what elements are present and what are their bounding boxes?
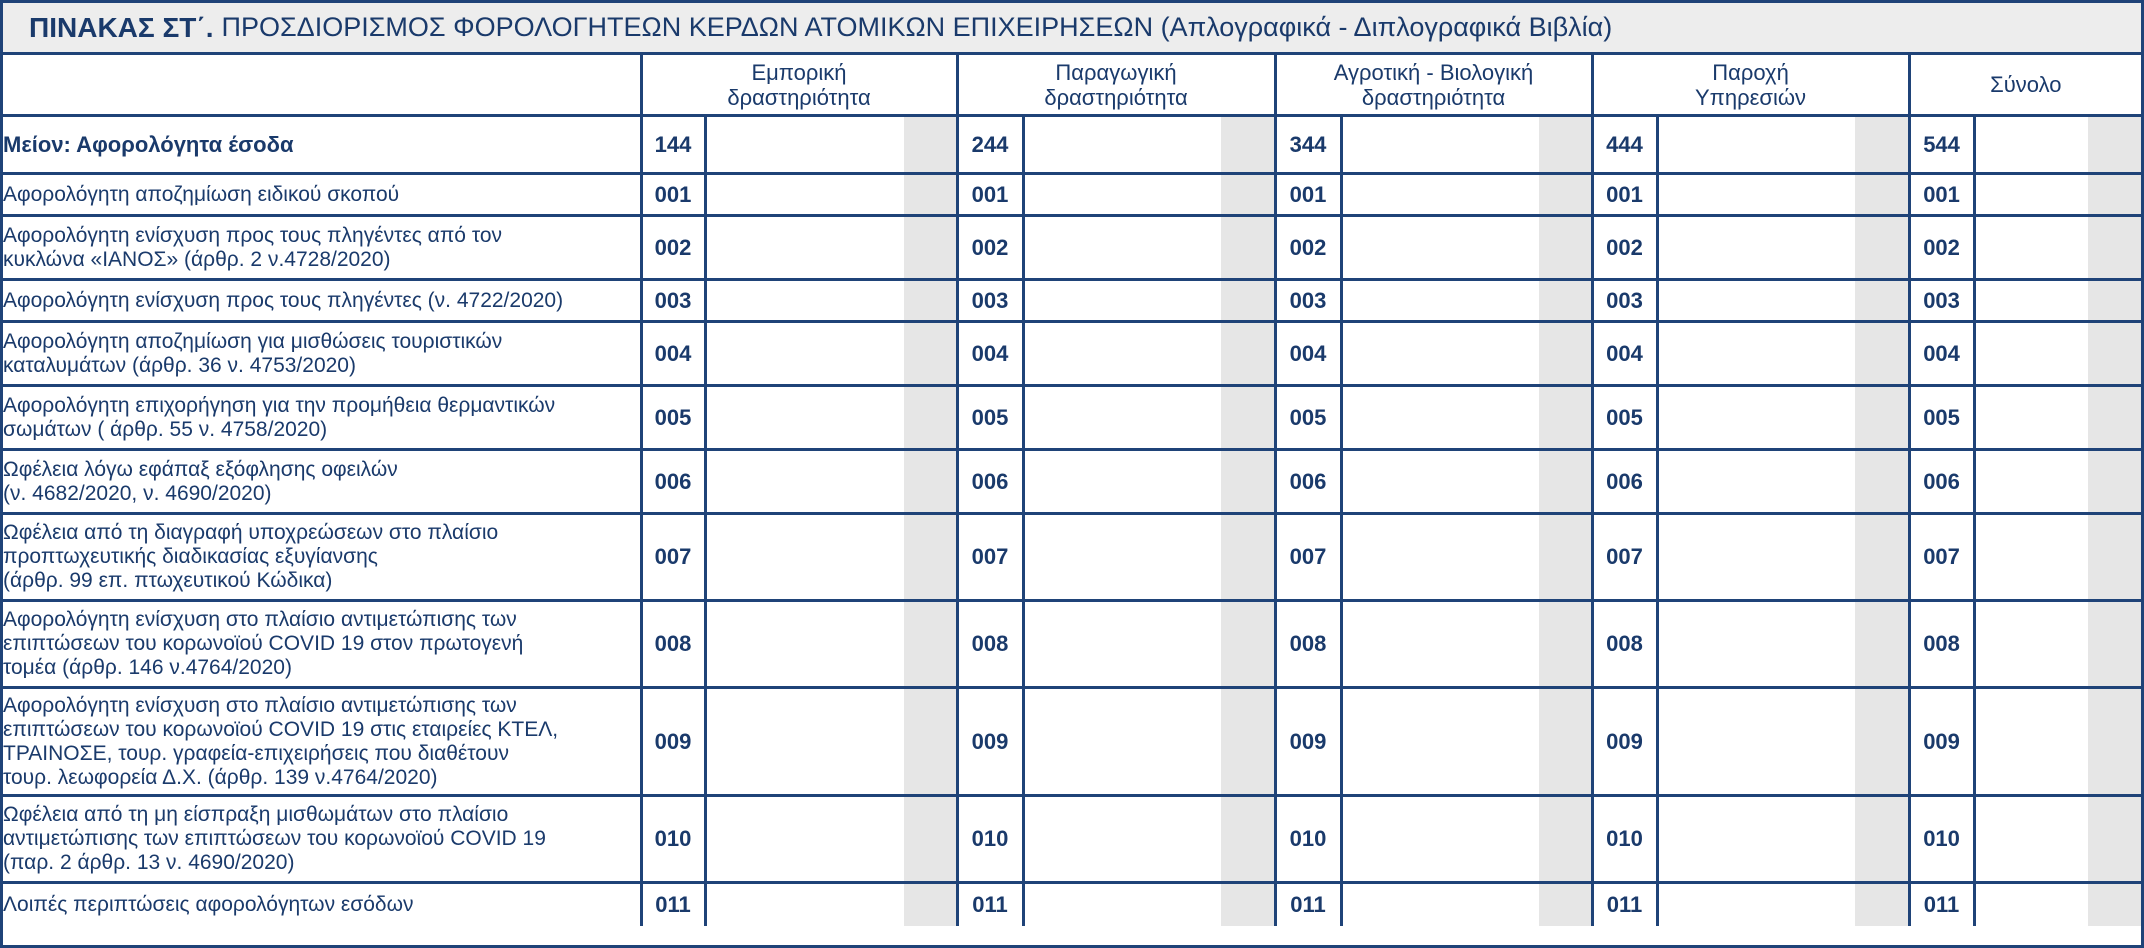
- row-description-line: ΤΡΑΙΝΟΣΕ, τουρ. γραφεία-επιχειρήσεις που διαθέτουν: [3, 741, 509, 765]
- amount-input[interactable]: [1341, 280, 1539, 322]
- amount-input[interactable]: [1341, 796, 1539, 883]
- row-description: [3, 322, 641, 386]
- field-code: 003: [957, 280, 1023, 322]
- amount-input[interactable]: [1023, 386, 1221, 450]
- amount-input[interactable]: [705, 116, 904, 174]
- field-code: 005: [957, 386, 1023, 450]
- amount-input[interactable]: [1023, 322, 1221, 386]
- table-row: [3, 450, 2141, 514]
- column-header-line2: δραστηριότητα: [1044, 84, 1188, 110]
- amount-input[interactable]: [705, 322, 904, 386]
- description-column-header: [3, 55, 641, 116]
- form-title-code: ΠΙΝΑΚΑΣ ΣΤ΄.: [29, 11, 214, 43]
- decimal-cell[interactable]: [2088, 601, 2141, 688]
- amount-input[interactable]: [1023, 601, 1221, 688]
- row-description-line: σωμάτων ( άρθρ. 55 ν. 4758/2020): [3, 417, 328, 441]
- decimal-cell[interactable]: [1855, 174, 1909, 216]
- row-description-line: Αφορολόγητη ενίσχυση στο πλαίσιο αντιμετώπισης των: [3, 693, 517, 717]
- row-description-line: Ωφέλεια λόγω εφάπαξ εξόφλησης οφειλών: [3, 457, 398, 481]
- decimal-cell[interactable]: [2088, 280, 2141, 322]
- column-header-agricultural-activity: [1275, 55, 1592, 116]
- field-code: 009: [1592, 688, 1657, 796]
- amount-input[interactable]: [1974, 514, 2088, 601]
- row-description-line: Μείον: Αφορολόγητα έσοδα: [3, 131, 294, 157]
- decimal-cell[interactable]: [2088, 322, 2141, 386]
- field-code: 002: [1909, 216, 1974, 280]
- row-description: [3, 116, 641, 174]
- amount-input[interactable]: [1341, 601, 1539, 688]
- decimal-cell[interactable]: [1855, 116, 1909, 174]
- field-code: 011: [641, 883, 705, 926]
- field-code: 344: [1275, 116, 1341, 174]
- form-title-text: ΠΡΟΣΔΙΟΡΙΣΜΟΣ ΦΟΡΟΛΟΓΗΤΕΩΝ ΚΕΡΔΩΝ ΑΤΟΜΙΚΩΝ ΕΠΙΧΕΙΡΗΣΕΩΝ (Απλογραφικά - Διπλογραφικά Βιβλία): [221, 12, 1613, 42]
- field-code: 002: [1275, 216, 1341, 280]
- amount-input[interactable]: [1341, 322, 1539, 386]
- decimal-cell[interactable]: [1539, 688, 1592, 796]
- field-code: 003: [1909, 280, 1974, 322]
- amount-input[interactable]: [1657, 322, 1855, 386]
- decimal-cell[interactable]: [904, 883, 957, 926]
- column-header-line1: Παραγωγική: [1055, 59, 1177, 85]
- amount-input[interactable]: [705, 174, 904, 216]
- amount-input[interactable]: [1974, 174, 2088, 216]
- field-code: 003: [641, 280, 705, 322]
- decimal-cell[interactable]: [1221, 386, 1275, 450]
- row-description: [3, 386, 641, 450]
- table-row: [3, 796, 2141, 883]
- field-code: 011: [1909, 883, 1974, 926]
- field-code: 444: [1592, 116, 1657, 174]
- decimal-cell[interactable]: [1221, 450, 1275, 514]
- row-description: [3, 883, 641, 926]
- field-code: 010: [1909, 796, 1974, 883]
- row-description-line: Αφορολόγητη αποζημίωση για μισθώσεις τουριστικών: [3, 329, 503, 353]
- amount-input[interactable]: [1023, 883, 1221, 926]
- amount-input[interactable]: [1341, 450, 1539, 514]
- decimal-cell[interactable]: [2088, 688, 2141, 796]
- amount-input[interactable]: [1974, 796, 2088, 883]
- decimal-cell[interactable]: [2088, 514, 2141, 601]
- table-row: [3, 386, 2141, 450]
- field-code: 011: [957, 883, 1023, 926]
- row-description-line: τομέα (άρθρ. 146 ν.4764/2020): [3, 656, 292, 679]
- decimal-cell[interactable]: [904, 216, 957, 280]
- field-code: 009: [641, 688, 705, 796]
- row-description-line: καταλυμάτων (άρθρ. 36 ν. 4753/2020): [3, 353, 356, 377]
- row-description: [3, 514, 641, 601]
- field-code: 008: [957, 601, 1023, 688]
- decimal-cell[interactable]: [1539, 601, 1592, 688]
- field-code: 004: [1592, 322, 1657, 386]
- field-code: 011: [1275, 883, 1341, 926]
- decimal-cell[interactable]: [1855, 280, 1909, 322]
- table-row: [3, 601, 2141, 688]
- amount-input[interactable]: [705, 514, 904, 601]
- row-description-line: Ωφέλεια από τη διαγραφή υποχρεώσεων στο πλαίσιο: [3, 521, 499, 544]
- decimal-cell[interactable]: [904, 796, 957, 883]
- row-description: [3, 174, 641, 216]
- field-code: 009: [957, 688, 1023, 796]
- field-code: 006: [641, 450, 705, 514]
- decimal-cell[interactable]: [1855, 216, 1909, 280]
- amount-input[interactable]: [1657, 601, 1855, 688]
- amount-input[interactable]: [1341, 688, 1539, 796]
- field-code: 544: [1909, 116, 1974, 174]
- column-header-line1: Εμπορική: [751, 59, 847, 85]
- column-header-line2: Υπηρεσιών: [1695, 84, 1807, 110]
- field-code: 011: [1592, 883, 1657, 926]
- field-code: 005: [1275, 386, 1341, 450]
- table-row: [3, 688, 2141, 796]
- amount-input[interactable]: [705, 688, 904, 796]
- decimal-cell[interactable]: [1855, 322, 1909, 386]
- decimal-cell[interactable]: [1221, 796, 1275, 883]
- decimal-cell[interactable]: [1855, 386, 1909, 450]
- field-code: 008: [1275, 601, 1341, 688]
- decimal-cell[interactable]: [904, 116, 957, 174]
- amount-input[interactable]: [705, 796, 904, 883]
- amount-input[interactable]: [705, 216, 904, 280]
- field-code: 004: [1909, 322, 1974, 386]
- amount-input[interactable]: [1974, 883, 2088, 926]
- field-code: 010: [1592, 796, 1657, 883]
- row-description-line: προπτωχευτικής διαδικασίας εξυγίανσης: [3, 545, 378, 568]
- row-description-line: (άρθρ. 99 επ. πτωχευτικού Κώδικα): [3, 569, 333, 592]
- field-code: 002: [1592, 216, 1657, 280]
- field-code: 004: [1275, 322, 1341, 386]
- amount-input[interactable]: [1974, 322, 2088, 386]
- field-code: 003: [1592, 280, 1657, 322]
- decimal-cell[interactable]: [904, 514, 957, 601]
- row-description: [3, 601, 641, 688]
- decimal-cell[interactable]: [1221, 322, 1275, 386]
- amount-input[interactable]: [1974, 601, 2088, 688]
- amount-input[interactable]: [1341, 174, 1539, 216]
- row-description-line: Ωφέλεια από τη μη είσπραξη μισθωμάτων στο πλαίσιο: [3, 803, 509, 826]
- column-header-line2: δραστηριότητα: [1361, 84, 1506, 110]
- field-code: 001: [641, 174, 705, 216]
- amount-input[interactable]: [705, 883, 904, 926]
- decimal-cell[interactable]: [2088, 450, 2141, 514]
- decimal-cell[interactable]: [1539, 450, 1592, 514]
- field-code: 001: [957, 174, 1023, 216]
- decimal-cell[interactable]: [904, 688, 957, 796]
- field-code: 007: [1592, 514, 1657, 601]
- column-header-row: [3, 55, 2141, 116]
- amount-input[interactable]: [1974, 450, 2088, 514]
- column-header-commercial-activity: [641, 55, 957, 116]
- row-description-line: αντιμετώπισης των επιπτώσεων του κορωνοϊού COVID 19: [3, 827, 546, 850]
- row-description-line: επιπτώσεων του κορωνοϊού COVID 19 στις εταιρείες ΚΤΕΛ,: [3, 717, 559, 741]
- field-code: 002: [641, 216, 705, 280]
- field-code: 007: [1909, 514, 1974, 601]
- field-code: 009: [1909, 688, 1974, 796]
- field-code: 008: [1592, 601, 1657, 688]
- column-header-total: [1909, 55, 2141, 116]
- amount-input[interactable]: [1974, 688, 2088, 796]
- field-code: 001: [1909, 174, 1974, 216]
- column-header-line1: Σύνολο: [1990, 72, 2062, 97]
- decimal-cell[interactable]: [1221, 280, 1275, 322]
- decimal-cell[interactable]: [2088, 386, 2141, 450]
- row-description-line: Αφορολόγητη αποζημίωση ειδικού σκοπού: [3, 182, 400, 206]
- amount-input[interactable]: [1657, 216, 1855, 280]
- column-header-line1: Παροχή: [1712, 59, 1789, 85]
- decimal-cell[interactable]: [1539, 796, 1592, 883]
- decimal-cell[interactable]: [2088, 883, 2141, 926]
- decimal-cell[interactable]: [1855, 883, 1909, 926]
- row-description-line: Αφορολόγητη ενίσχυση στο πλαίσιο αντιμετώπισης των: [3, 608, 517, 631]
- field-code: 007: [1275, 514, 1341, 601]
- amount-input[interactable]: [1657, 796, 1855, 883]
- amount-input[interactable]: [1657, 386, 1855, 450]
- field-code: 010: [957, 796, 1023, 883]
- field-code: 006: [957, 450, 1023, 514]
- field-code: 001: [1275, 174, 1341, 216]
- row-description: [3, 280, 641, 322]
- decimal-cell[interactable]: [1221, 688, 1275, 796]
- decimal-cell[interactable]: [1539, 386, 1592, 450]
- decimal-cell[interactable]: [904, 280, 957, 322]
- decimal-cell[interactable]: [904, 386, 957, 450]
- decimal-cell[interactable]: [1539, 514, 1592, 601]
- amount-input[interactable]: [1657, 116, 1855, 174]
- field-code: 006: [1909, 450, 1974, 514]
- field-code: 004: [957, 322, 1023, 386]
- table-row: [3, 174, 2141, 216]
- amount-input[interactable]: [1974, 280, 2088, 322]
- decimal-cell[interactable]: [1539, 116, 1592, 174]
- decimal-cell[interactable]: [1221, 514, 1275, 601]
- decimal-cell[interactable]: [904, 322, 957, 386]
- column-header-line1: Αγροτική - Βιολογική: [1333, 59, 1534, 85]
- field-code: 005: [641, 386, 705, 450]
- decimal-cell[interactable]: [1855, 601, 1909, 688]
- total-row: [3, 116, 2141, 174]
- amount-input[interactable]: [1974, 386, 2088, 450]
- amount-input[interactable]: [1023, 514, 1221, 601]
- decimal-cell[interactable]: [904, 174, 957, 216]
- table-row: [3, 514, 2141, 601]
- column-header-services-activity: [1592, 55, 1909, 116]
- decimal-cell[interactable]: [2088, 174, 2141, 216]
- field-code: 001: [1592, 174, 1657, 216]
- amount-input[interactable]: [705, 601, 904, 688]
- amount-input[interactable]: [1657, 280, 1855, 322]
- amount-input[interactable]: [1341, 386, 1539, 450]
- decimal-cell[interactable]: [2088, 796, 2141, 883]
- amount-input[interactable]: [1023, 174, 1221, 216]
- field-code: 007: [641, 514, 705, 601]
- decimal-cell[interactable]: [1539, 174, 1592, 216]
- row-description-line: κυκλώνα «ΙΑΝΟΣ» (άρθρ. 2 ν.4728/2020): [3, 247, 391, 271]
- form-title: [3, 3, 2141, 55]
- field-code: 244: [957, 116, 1023, 174]
- field-code: 008: [641, 601, 705, 688]
- decimal-cell[interactable]: [1539, 883, 1592, 926]
- table-row: [3, 280, 2141, 322]
- row-description: [3, 450, 641, 514]
- amount-input[interactable]: [1023, 450, 1221, 514]
- field-code: 010: [641, 796, 705, 883]
- amount-input[interactable]: [1657, 450, 1855, 514]
- decimal-cell[interactable]: [904, 601, 957, 688]
- amount-input[interactable]: [1023, 116, 1221, 174]
- decimal-cell[interactable]: [1855, 796, 1909, 883]
- field-code: 010: [1275, 796, 1341, 883]
- row-description-line: Αφορολόγητη ενίσχυση προς τους πληγέντες (ν. 4722/2020): [3, 288, 564, 312]
- decimal-cell[interactable]: [1539, 216, 1592, 280]
- amount-input[interactable]: [1657, 514, 1855, 601]
- row-description: [3, 216, 641, 280]
- field-code: 004: [641, 322, 705, 386]
- decimal-cell[interactable]: [1221, 116, 1275, 174]
- table-row: [3, 883, 2141, 926]
- amount-input[interactable]: [1657, 688, 1855, 796]
- amount-input[interactable]: [1023, 688, 1221, 796]
- field-code: 007: [957, 514, 1023, 601]
- amount-input[interactable]: [705, 450, 904, 514]
- income-grid: [3, 55, 2141, 926]
- row-description-line: επιπτώσεων του κορωνοϊού COVID 19 στον πρωτογενή: [3, 632, 524, 655]
- column-header-production-activity: [957, 55, 1275, 116]
- row-description-line: Αφορολόγητη επιχορήγηση για την προμήθεια θερμαντικών: [3, 393, 556, 417]
- amount-input[interactable]: [1657, 883, 1855, 926]
- amount-input[interactable]: [1341, 216, 1539, 280]
- amount-input[interactable]: [1023, 796, 1221, 883]
- decimal-cell[interactable]: [904, 450, 957, 514]
- row-description-line: τουρ. λεωφορεία Δ.Χ. (άρθρ. 139 ν.4764/2020): [3, 765, 438, 789]
- field-code: 144: [641, 116, 705, 174]
- decimal-cell[interactable]: [2088, 116, 2141, 174]
- field-code: 005: [1592, 386, 1657, 450]
- decimal-cell[interactable]: [1221, 883, 1275, 926]
- column-header-line2: δραστηριότητα: [727, 84, 871, 110]
- decimal-cell[interactable]: [1855, 514, 1909, 601]
- amount-input[interactable]: [1341, 116, 1539, 174]
- row-description-line: (ν. 4682/2020, ν. 4690/2020): [3, 481, 272, 505]
- amount-input[interactable]: [1974, 116, 2088, 174]
- decimal-cell[interactable]: [1539, 280, 1592, 322]
- amount-input[interactable]: [1023, 216, 1221, 280]
- decimal-cell[interactable]: [1221, 174, 1275, 216]
- row-description: [3, 796, 641, 883]
- row-description-line: (παρ. 2 άρθρ. 13 ν. 4690/2020): [3, 851, 295, 874]
- field-code: 006: [1275, 450, 1341, 514]
- field-code: 008: [1909, 601, 1974, 688]
- amount-input[interactable]: [1341, 883, 1539, 926]
- amount-input[interactable]: [1023, 280, 1221, 322]
- decimal-cell[interactable]: [1221, 601, 1275, 688]
- field-code: 003: [1275, 280, 1341, 322]
- decimal-cell[interactable]: [1855, 450, 1909, 514]
- decimal-cell[interactable]: [1221, 216, 1275, 280]
- row-description: [3, 688, 641, 796]
- table-row: [3, 216, 2141, 280]
- amount-input[interactable]: [1341, 514, 1539, 601]
- amount-input[interactable]: [1974, 216, 2088, 280]
- decimal-cell[interactable]: [1539, 322, 1592, 386]
- table-row: [3, 322, 2141, 386]
- decimal-cell[interactable]: [1855, 688, 1909, 796]
- grid-body: [3, 116, 2141, 926]
- row-description-line: Λοιπές περιπτώσεις αφορολόγητων εσόδων: [3, 892, 414, 916]
- amount-input[interactable]: [705, 386, 904, 450]
- amount-input[interactable]: [1657, 174, 1855, 216]
- field-code: 009: [1275, 688, 1341, 796]
- field-code: 005: [1909, 386, 1974, 450]
- row-description-line: Αφορολόγητη ενίσχυση προς τους πληγέντες από τον: [3, 223, 502, 247]
- field-code: 006: [1592, 450, 1657, 514]
- decimal-cell[interactable]: [2088, 216, 2141, 280]
- amount-input[interactable]: [705, 280, 904, 322]
- field-code: 002: [957, 216, 1023, 280]
